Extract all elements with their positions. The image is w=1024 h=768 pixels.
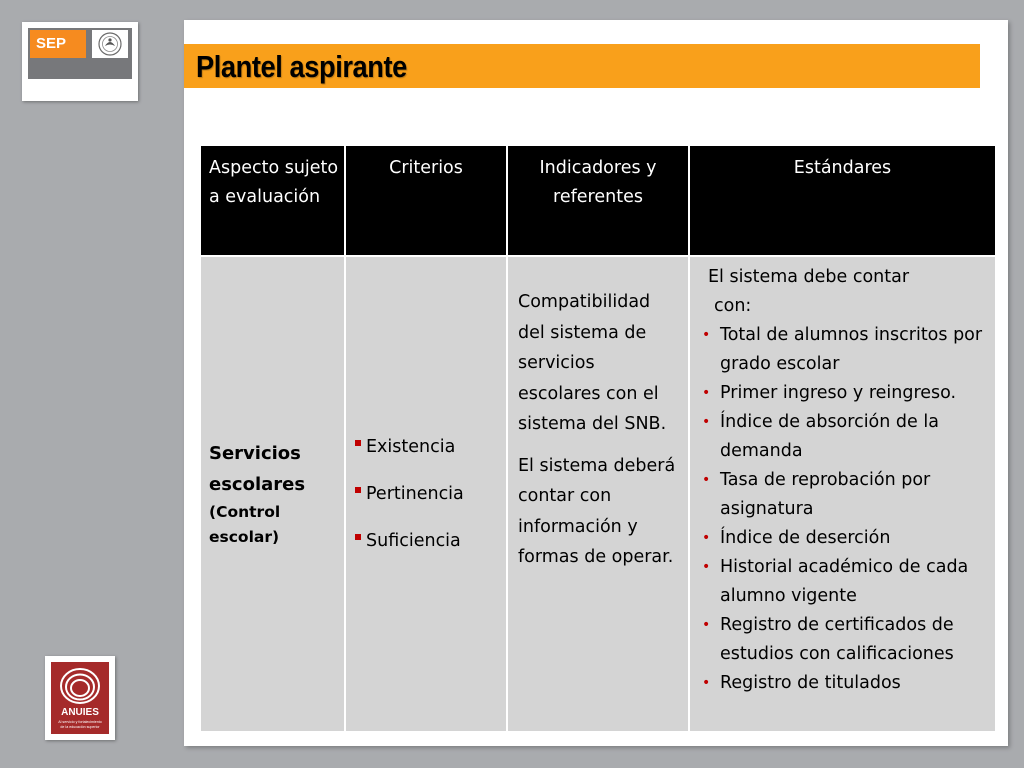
list-item xyxy=(696,379,989,408)
list-item-text: Índice de deserción xyxy=(720,528,891,548)
list-item xyxy=(696,524,989,553)
cell-estandares xyxy=(689,256,996,732)
table-row xyxy=(200,256,996,732)
header-estandares: Estándares xyxy=(689,145,996,256)
list-item-text: Historial académico de cada alumno vigente xyxy=(720,557,969,606)
bullet-dot-icon: • xyxy=(702,617,711,633)
list-item xyxy=(696,466,989,524)
sep-logo-text xyxy=(40,82,130,96)
table-header-row xyxy=(200,145,996,256)
list-item xyxy=(696,553,989,611)
list-item xyxy=(696,611,989,669)
list-item-text: Tasa de reprobación por asignatura xyxy=(720,470,931,519)
criterio-item xyxy=(354,518,506,565)
criterio-item xyxy=(354,471,506,518)
square-bullet-icon xyxy=(355,487,361,493)
estandares-intro-cont: con: xyxy=(714,296,752,316)
list-item-text: Primer ingreso y reingreso. xyxy=(720,383,957,403)
mexico-seal-icon xyxy=(92,30,128,58)
anuies-logo xyxy=(45,656,115,740)
square-bullet-icon xyxy=(355,440,361,446)
sep-logo xyxy=(22,22,138,101)
evaluation-table xyxy=(199,144,997,733)
list-item xyxy=(696,408,989,466)
criterio-label: Pertinencia xyxy=(366,483,464,504)
list-item xyxy=(696,669,989,698)
bullet-dot-icon: • xyxy=(702,385,711,401)
criterio-label: Suficiencia xyxy=(366,530,461,551)
header-aspecto: Aspecto sujeto a evaluación xyxy=(200,145,345,256)
list-item-text: Índice de absorción de la demanda xyxy=(720,412,939,461)
anuies-rings-icon xyxy=(55,666,105,706)
bullet-dot-icon: • xyxy=(702,530,711,546)
header-criterios: Criterios xyxy=(345,145,507,256)
criterio-item xyxy=(354,424,506,471)
list-item-text: Total de alumnos inscritos por grado escolar xyxy=(720,325,983,374)
cell-indicadores xyxy=(507,256,689,732)
criterio-label: Existencia xyxy=(366,436,456,457)
sep-logo-line2: EDUCACIÓN PÚBLICA xyxy=(40,89,112,95)
list-item-text: Registro de certificados de estudios con calificaciones xyxy=(720,615,954,664)
cell-criterios xyxy=(345,256,507,732)
aspecto-sub-text: (Control escolar) xyxy=(209,503,281,546)
aspecto-main-text: Servicios escolares xyxy=(209,443,306,495)
sep-logo-word: SEP xyxy=(30,30,86,58)
anuies-logo-tagline xyxy=(53,720,107,729)
cell-aspecto xyxy=(200,256,345,732)
slide-title: Plantel aspirante xyxy=(196,49,407,84)
sep-logo-line1: SECRETARÍA DE xyxy=(40,82,95,88)
header-indicadores: Indicadores y referentes xyxy=(507,145,689,256)
bullet-dot-icon: • xyxy=(702,472,711,488)
anuies-logo-word: ANUIES xyxy=(61,707,99,718)
estandares-list xyxy=(696,321,989,698)
indicador-paragraph: Compatibilidad del sistema de servicios escolares con el sistema del SNB. xyxy=(518,292,667,434)
indicador-paragraph: El sistema deberá contar con información y formas de operar. xyxy=(518,455,676,567)
bullet-dot-icon: • xyxy=(702,559,711,575)
bullet-dot-icon: • xyxy=(702,327,711,343)
square-bullet-icon xyxy=(355,534,361,540)
list-item-text: Registro de titulados xyxy=(720,673,901,693)
estandares-intro: El sistema debe contar xyxy=(708,267,910,287)
bullet-dot-icon: • xyxy=(702,675,711,691)
anuies-tagline-line1: Al servicio y fortalecimiento xyxy=(58,720,102,724)
list-item xyxy=(696,321,989,379)
anuies-tagline-line2: de la educación superior xyxy=(60,724,100,729)
bullet-dot-icon: • xyxy=(702,414,711,430)
